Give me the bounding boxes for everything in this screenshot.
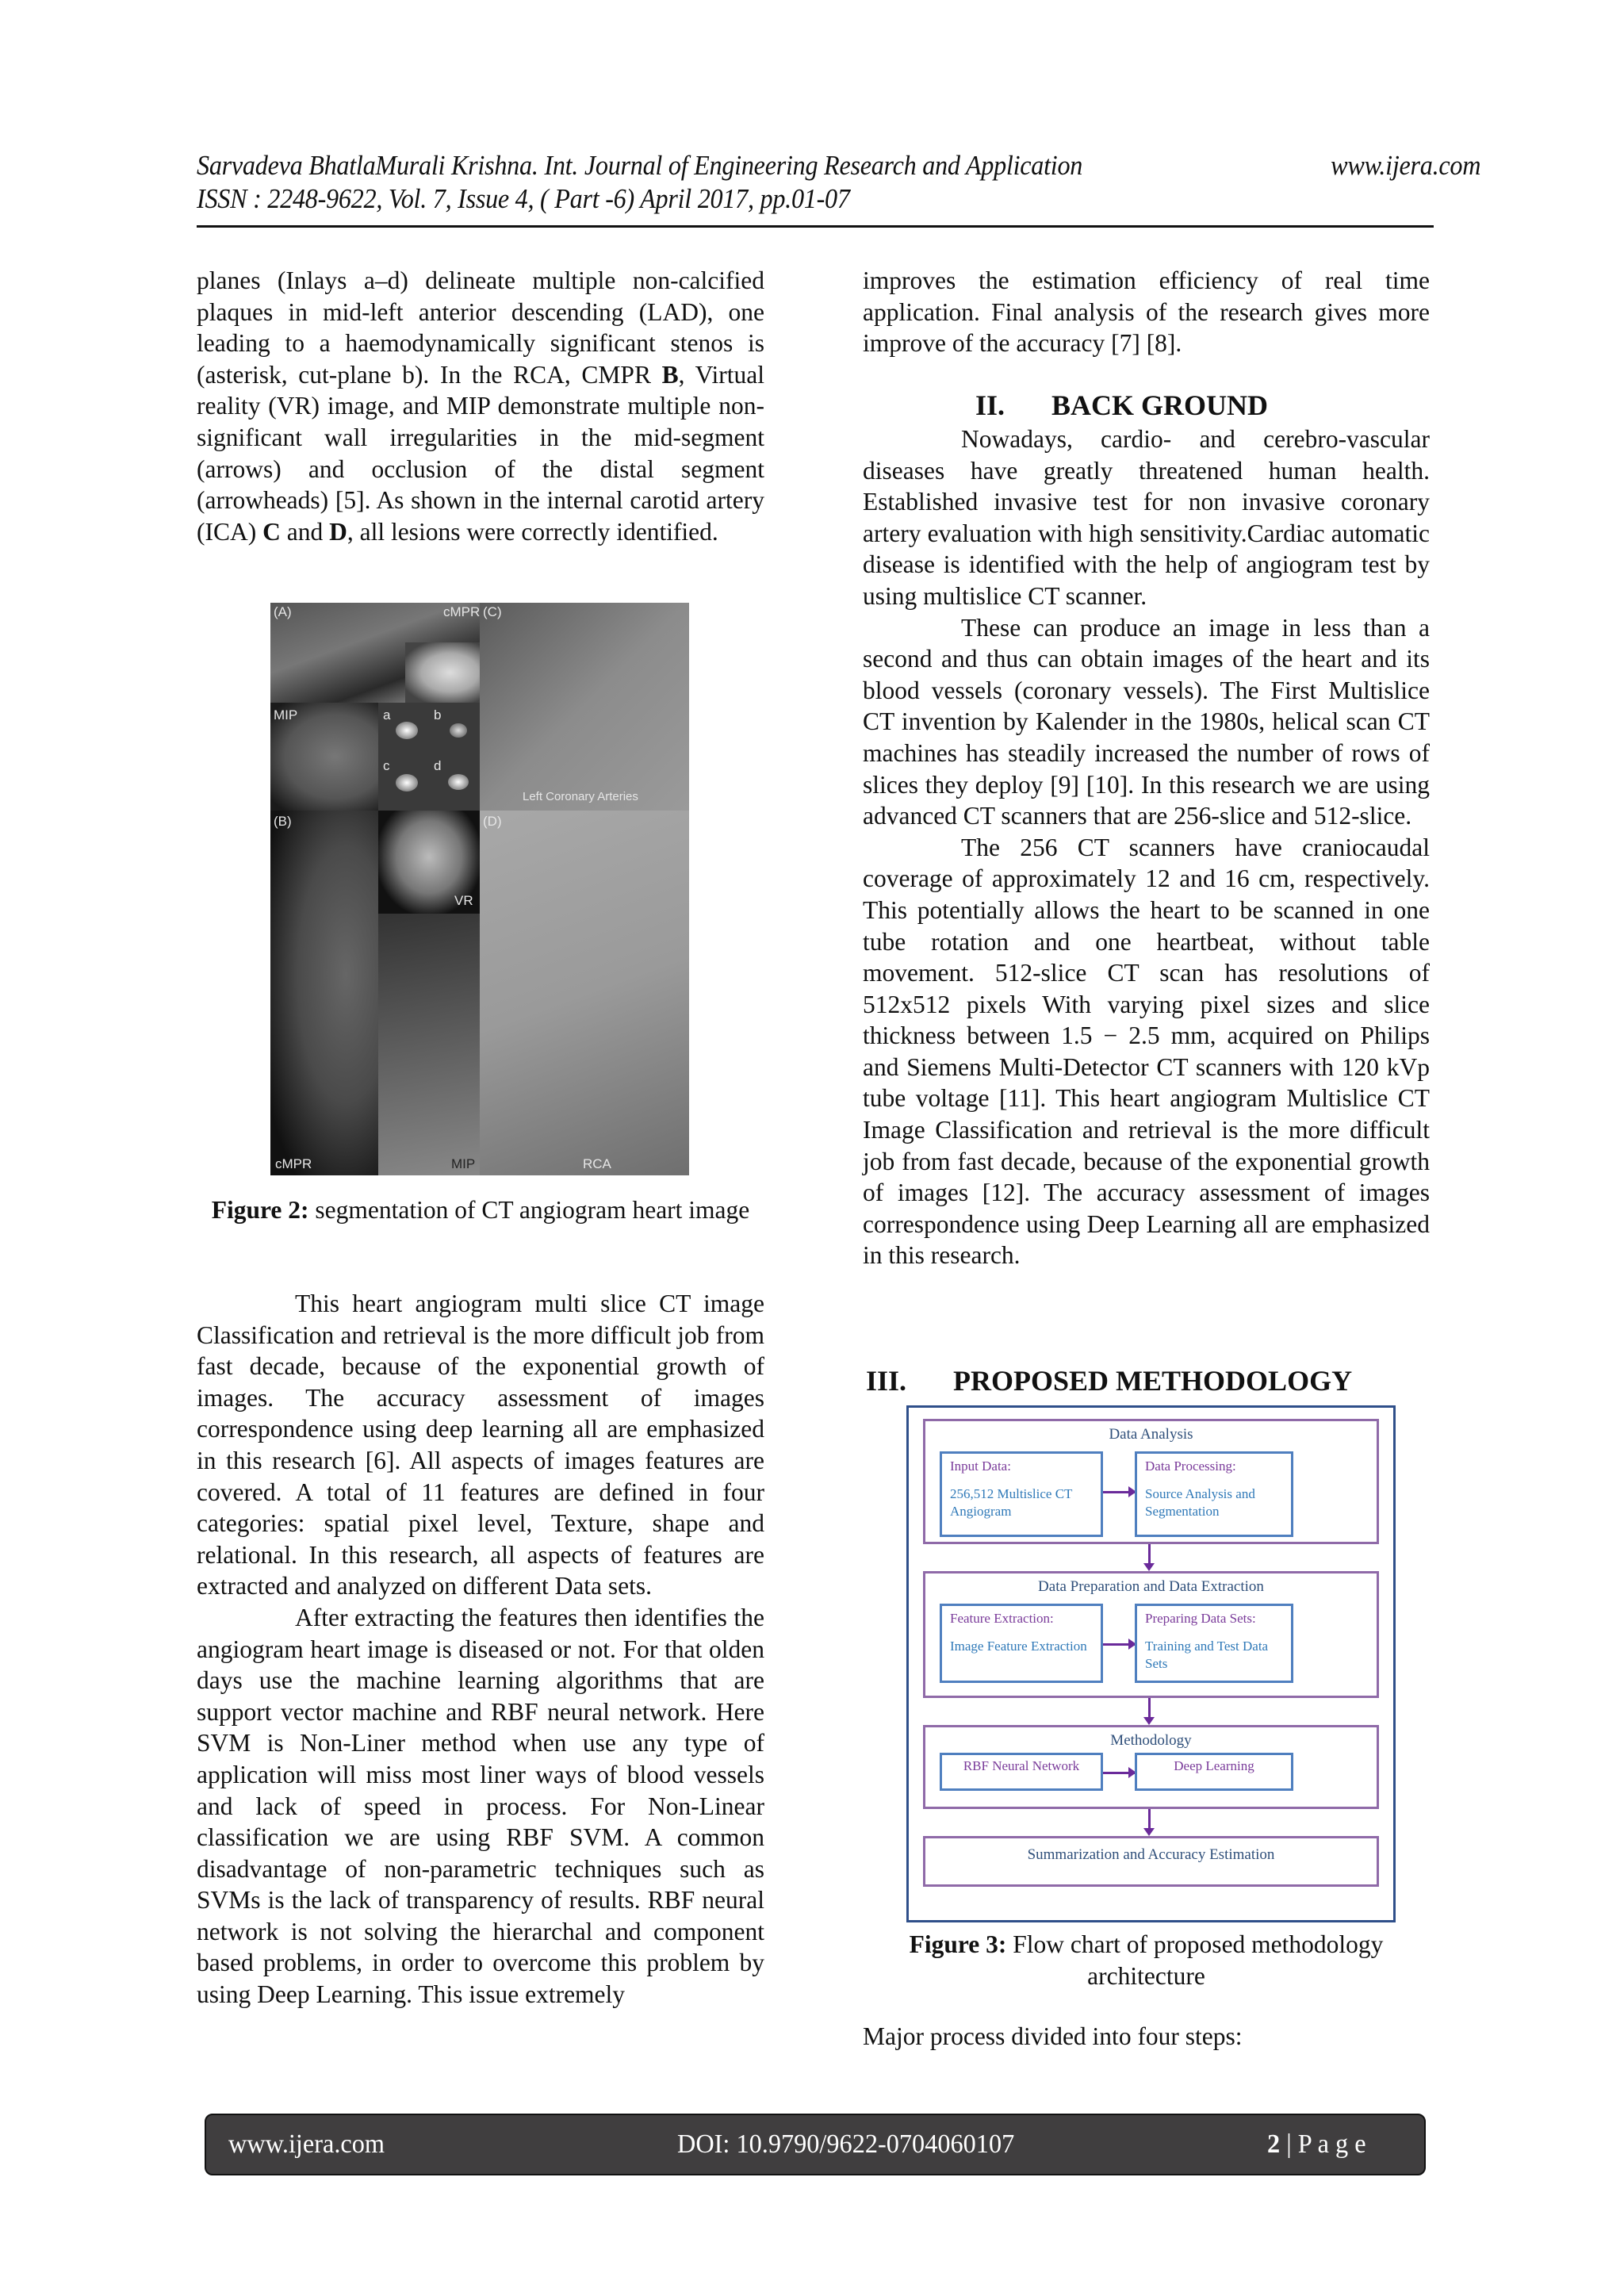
right-paragraph-4: The 256 CT scanners have craniocaudal coverage of approximately 12 and 16 cm, respectively. This potentially allows the heart to be scanned in one tube rotation and one heartbeat, without table movement. 512-slice CT scan has resolutions of 512x512 pixels With varying pixel sizes and slice thickness between 1.5 − 2.5 mm, acquired on Philips and Siemens Multi-Detector CT scanners with 120 kVp tube voltage [11]. This heart angiogram Multislice CT Image Classification and retrieval is the more difficult job from fast decade, because of the exponential growth of images [12]. The accuracy assessment of images correspondence using Deep Learning all are emphasized in this research. — [863, 833, 1430, 1270]
section-3-number: III. — [866, 1365, 907, 1397]
figure-2-image — [270, 603, 689, 1175]
label-inset-b: b — [434, 707, 442, 723]
inset-a-blob — [396, 722, 418, 739]
page-number: 2 — [1267, 2129, 1281, 2159]
group-title: Data Analysis — [1109, 1426, 1193, 1443]
bold-run: C — [262, 517, 281, 546]
box-title: Preparing Data Sets: — [1145, 1611, 1256, 1626]
major-process-text: Major process divided into four steps: — [863, 2022, 1243, 2050]
label-c: (C) — [483, 604, 502, 619]
figure-3-flowchart — [906, 1405, 1396, 1922]
box-body: Image Feature Extraction — [950, 1639, 1087, 1654]
group-title: Summarization and Accuracy Estimation — [1027, 1846, 1275, 1863]
arrow-down — [1148, 1809, 1151, 1833]
bold-run: D — [329, 517, 347, 546]
label-inset-a: a — [383, 707, 391, 723]
page-header — [197, 149, 1481, 216]
section-2-title: BACK GROUND — [1051, 389, 1269, 421]
group-methodology — [923, 1725, 1379, 1809]
caption-text: segmentation of CT angiogram heart image — [308, 1196, 750, 1224]
page-label: | P a g e — [1280, 2129, 1366, 2159]
left-paragraph-2: This heart angiogram multi slice CT image Classification and retrieval is the more difficult job from fast decade, because of the exponential growth of images. The accuracy assessment of images correspondence using deep learning all are emphasized in this research [6]. All aspects of images features are covered. A total of 11 features are defined in four categories: spatial pixel level, Texture, shape and relational. In this research, all aspects of features are extracted and analyzed on different Data sets. — [197, 1290, 764, 1600]
header-line-1 — [197, 149, 1480, 182]
arrow-right — [1103, 1772, 1135, 1774]
inset-c-blob — [396, 774, 418, 792]
header-issn: ISSN : 2248-9622, Vol. 7, Issue 4, ( Part -6) April 2017, pp.01-07 — [197, 183, 850, 214]
group-data-preparation — [923, 1571, 1379, 1698]
panel-a-bright — [405, 642, 480, 703]
panel-c-angiogram — [480, 603, 689, 811]
group-title: Methodology — [1110, 1732, 1192, 1749]
header-rule — [197, 225, 1434, 228]
group-summarization — [923, 1836, 1379, 1887]
label-b: (B) — [274, 814, 292, 829]
text-run: , Virtual reality (VR) image, and MIP demonstrate multiple non-significant wall irregularities in the mid-segment (arrows) and occlusion of the distal segment (arrowheads) [5]. As shown in the internal carotid artery (ICA) — [197, 360, 765, 546]
right-column — [863, 265, 1430, 359]
right-paragraph-2: Nowadays, cardio- and cerebro-vascular diseases have greatly threatened human health. Established invasive test for non invasive coronary artery evaluation with high sensitivity.Cardiac automatic disease is identified with the help of angiogram test by using multislice CT scanner. — [863, 425, 1430, 610]
section-2-number: II. — [975, 389, 1005, 421]
arrow-right — [1103, 1491, 1135, 1493]
label-inset-c: c — [383, 758, 390, 773]
left-paragraph-3: After extracting the features then identifies the angiogram heart image is diseased or not. For that olden days use the machine learning algorithms that are support vector machine and RBF neural network. Here SVM is Non-Liner method when use any type of application will miss most liner ways of blood vessels and lack of speed in process. For Non-Linear classification we are using RBF SVM. A common disadvantage of non-parametric techniques such as SVMs is the lack of transparency of results. RBF neural network is not solving the hierarchal and component based problems, in order to overcome this problem by using Deep Learning. This issue extremely — [197, 1603, 764, 2009]
caption-label: Figure 3: — [909, 1930, 1007, 1958]
caption-text: Flow chart of proposed methodology architecture — [1006, 1930, 1384, 1990]
panel-b-cmpr — [270, 811, 378, 1175]
box-data-processing — [1135, 1451, 1293, 1537]
label-left-coronary: Left Coronary Arteries — [523, 790, 638, 803]
label-a: (A) — [274, 604, 292, 619]
footer-doi: DOI: 10.9790/9622-0704060107 — [677, 2129, 1015, 2159]
section-3-title: PROPOSED METHODOLOGY — [953, 1365, 1353, 1397]
section-2-heading — [975, 389, 1268, 422]
left-column-lower — [197, 1288, 764, 2010]
text-run: and — [280, 517, 330, 546]
figure-3-caption — [863, 1929, 1430, 1991]
text-run: planes (Inlays a–d) delineate multiple non-calcified plaques in mid-left anterior descending (LAD), one leading to a haemodynamically significant stenos is (asterisk, cut-plane b). In the RCA, CMPR — [197, 266, 764, 389]
box-rbf-neural-network: RBF Neural Network — [940, 1753, 1103, 1791]
page-footer — [205, 2114, 1426, 2175]
group-data-analysis — [923, 1419, 1379, 1544]
box-body: Source Analysis and Segmentation — [1145, 1486, 1255, 1519]
section-3-heading — [866, 1364, 1352, 1397]
panel-insets — [378, 703, 480, 811]
figure-2-caption — [197, 1194, 764, 1226]
header-website: www.ijera.com — [1331, 150, 1481, 181]
footer-website: www.ijera.com — [228, 2129, 385, 2159]
inset-b-blob — [450, 723, 467, 738]
text-run: , all lesions were correctly identified. — [347, 517, 718, 546]
right-column-tail — [863, 2021, 1430, 2053]
header-citation: Sarvadeva BhatlaMurali Krishna. Int. Journal of Engineering Research and Application — [197, 150, 1083, 181]
left-paragraph-1 — [197, 265, 764, 547]
arrow-down — [1148, 1698, 1151, 1722]
box-title: Data Processing: — [1145, 1458, 1236, 1474]
label-vr: VR — [454, 893, 473, 908]
right-column-body — [863, 424, 1430, 1271]
box-body: 256,512 Multislice CT Angiogram — [950, 1486, 1073, 1519]
box-deep-learning: Deep Learning — [1135, 1753, 1293, 1791]
caption-label: Figure 2: — [211, 1196, 309, 1224]
right-paragraph-1: improves the estimation efficiency of real time application. Final analysis of the research gives more improve of the accuracy [7] [8]. — [863, 266, 1430, 358]
panel-mip-bottom — [378, 914, 480, 1175]
arrow-right — [1103, 1643, 1135, 1646]
arrow-down — [1148, 1544, 1151, 1568]
label-cmpr-bottom: cMPR — [275, 1156, 312, 1171]
bold-run: B — [661, 360, 679, 389]
right-paragraph-3: These can produce an image in less than a second and thus can obtain images of the heart and its blood vessels (coronary vessels). The First Multislice CT invention by Kalender in the 1980s, helical scan CT machines has steadily increased the number of rows of slices they deploy [9] [10]. In this research we are using advanced CT scanners that are 256-slice and 512-slice. — [863, 613, 1430, 830]
box-title: Feature Extraction: — [950, 1611, 1054, 1626]
label-mip-bottom: MIP — [451, 1156, 476, 1171]
box-feature-extraction — [940, 1604, 1103, 1683]
box-body: Training and Test Data Sets — [1145, 1639, 1269, 1671]
inset-d-blob — [448, 774, 469, 790]
label-mip-left: MIP — [274, 707, 298, 723]
footer-page — [1267, 2129, 1366, 2160]
left-column — [197, 265, 764, 547]
label-rca: RCA — [583, 1156, 611, 1171]
box-title: Input Data: — [950, 1458, 1011, 1474]
label-d: (D) — [483, 814, 502, 829]
label-inset-d: d — [434, 758, 442, 773]
panel-d-rca — [480, 811, 689, 1175]
box-input-data — [940, 1451, 1103, 1537]
group-title: Data Preparation and Data Extraction — [1038, 1578, 1264, 1595]
box-preparing-data-sets — [1135, 1604, 1293, 1683]
label-cmpr-top: cMPR — [443, 604, 481, 619]
